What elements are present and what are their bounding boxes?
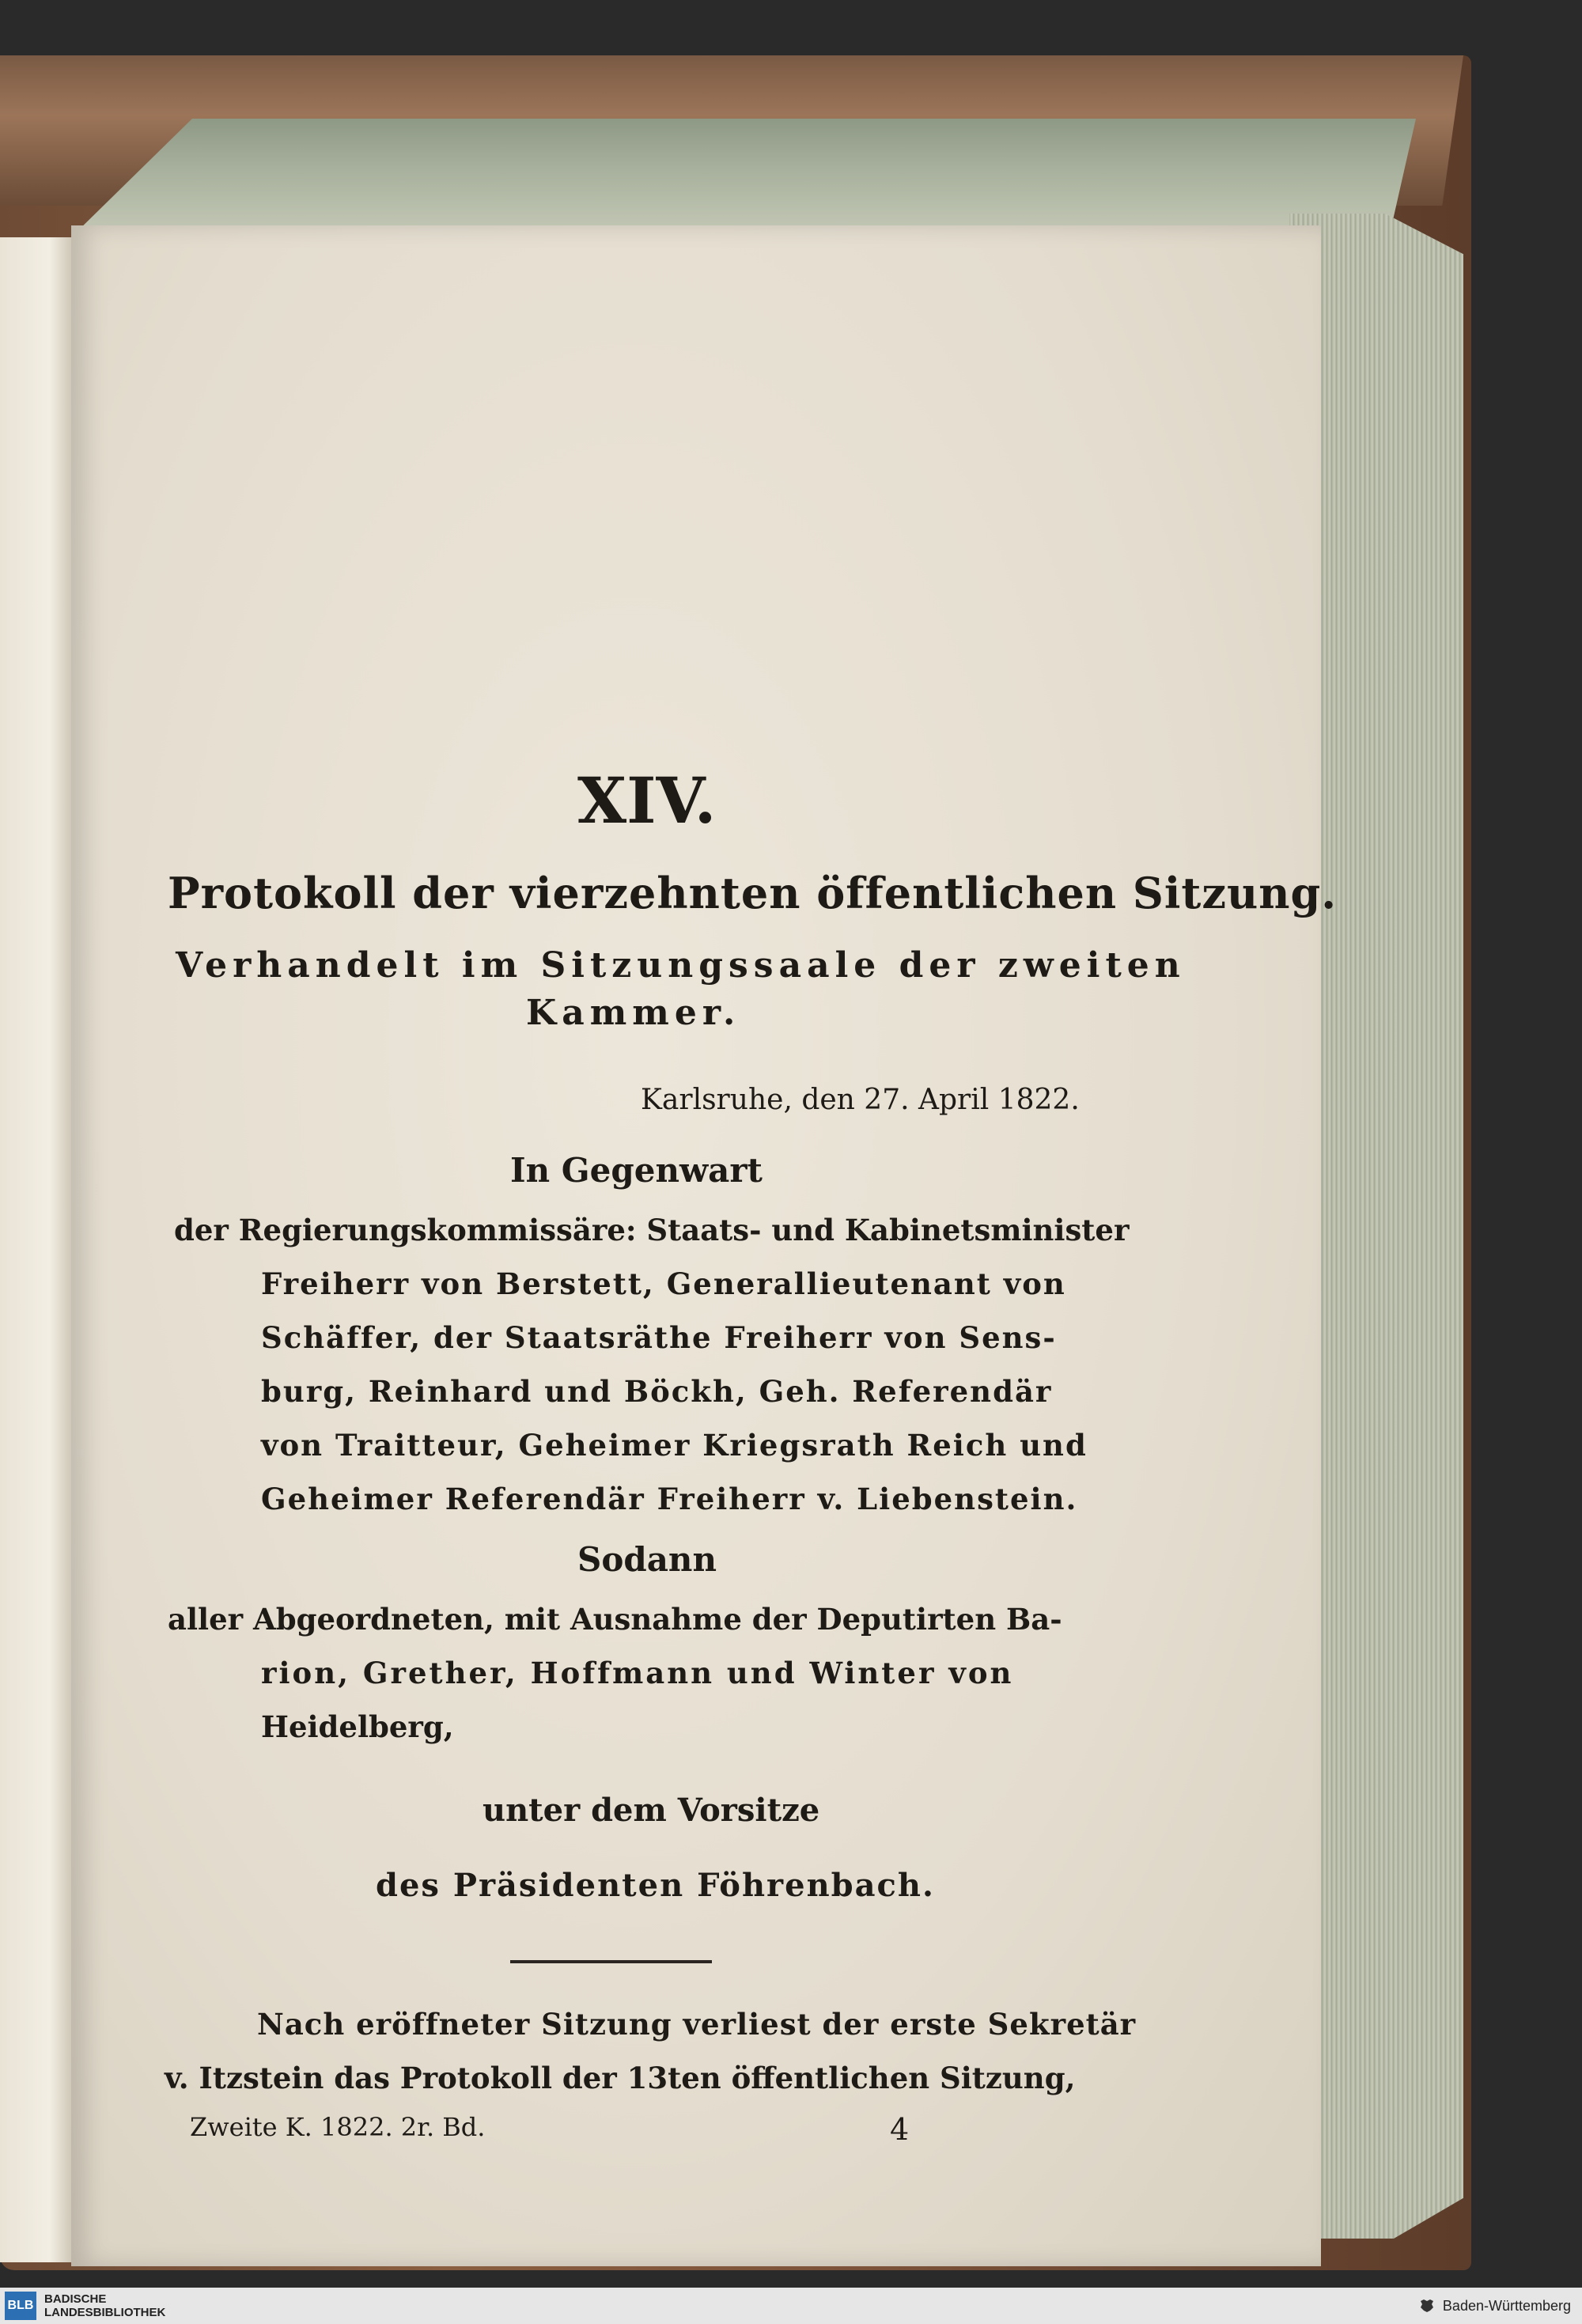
chapter-numeral: XIV. [577, 763, 717, 838]
presence-line: der Regierungskommissäre: Staats- und Kabinetsminister [174, 1213, 1130, 1247]
then-line: aller Abgeordneten, mit Ausnahme der Deputirten Ba- [168, 1602, 1062, 1637]
state-name: Baden-Württemberg [1442, 2297, 1571, 2314]
sheet-number: 4 [890, 2112, 910, 2147]
state-crest-icon [1417, 2296, 1436, 2315]
subtitle-line-2: Kammer. [526, 993, 741, 1033]
presence-line: burg, Reinhard und Böckh, Geh. Referendär [261, 1374, 1053, 1409]
page-block-top-edge [71, 119, 1416, 237]
place-date: Karlsruhe, den 27. April 1822. [641, 1084, 1080, 1116]
left-page-edge [0, 237, 71, 2262]
then-heading: Sodann [577, 1540, 717, 1579]
blb-logo [5, 2292, 165, 2320]
then-line: rion, Grether, Hoffmann und Winter von [261, 1656, 1014, 1690]
presence-line: Freiherr von Berstett, Generallieutenant von [261, 1266, 1066, 1301]
state-logo [1417, 2296, 1571, 2315]
library-name [44, 2292, 165, 2319]
library-name-line-2: LANDESBIBLIOTHEK [44, 2306, 166, 2319]
signature-mark: Zweite K. 1822. 2r. Bd. [190, 2112, 486, 2142]
then-line: Heidelberg, [261, 1709, 454, 1744]
presence-line: Schäffer, der Staatsräthe Freiherr von Sens- [261, 1320, 1057, 1355]
library-name-line-1: BADISCHE [44, 2292, 107, 2306]
section-divider [510, 1960, 712, 1963]
book-page [71, 225, 1338, 2266]
chair-line-1: unter dem Vorsitze [483, 1792, 820, 1829]
presence-heading: In Gegenwart [510, 1151, 763, 1190]
subtitle-line-1: Verhandelt im Sitzungssaale der zweiten [176, 945, 1186, 986]
archive-footer [0, 2288, 1582, 2324]
presence-line: Geheimer Referendär Freiherr v. Liebenstein. [261, 1482, 1078, 1516]
chair-line-2: des Präsidenten Föhrenbach. [376, 1867, 935, 1904]
protocol-title: Protokoll der vierzehnten öffentlichen Sitzung. [168, 868, 1338, 918]
blb-badge: BLB [5, 2292, 36, 2320]
body-line: v. Itzstein das Protokoll der 13ten öffentlichen Sitzung, [165, 2061, 1076, 2095]
presence-line: von Traitteur, Geheimer Kriegsrath Reich und [261, 1428, 1088, 1463]
body-line: Nach eröffneter Sitzung verliest der erste Sekretär [257, 2007, 1137, 2042]
